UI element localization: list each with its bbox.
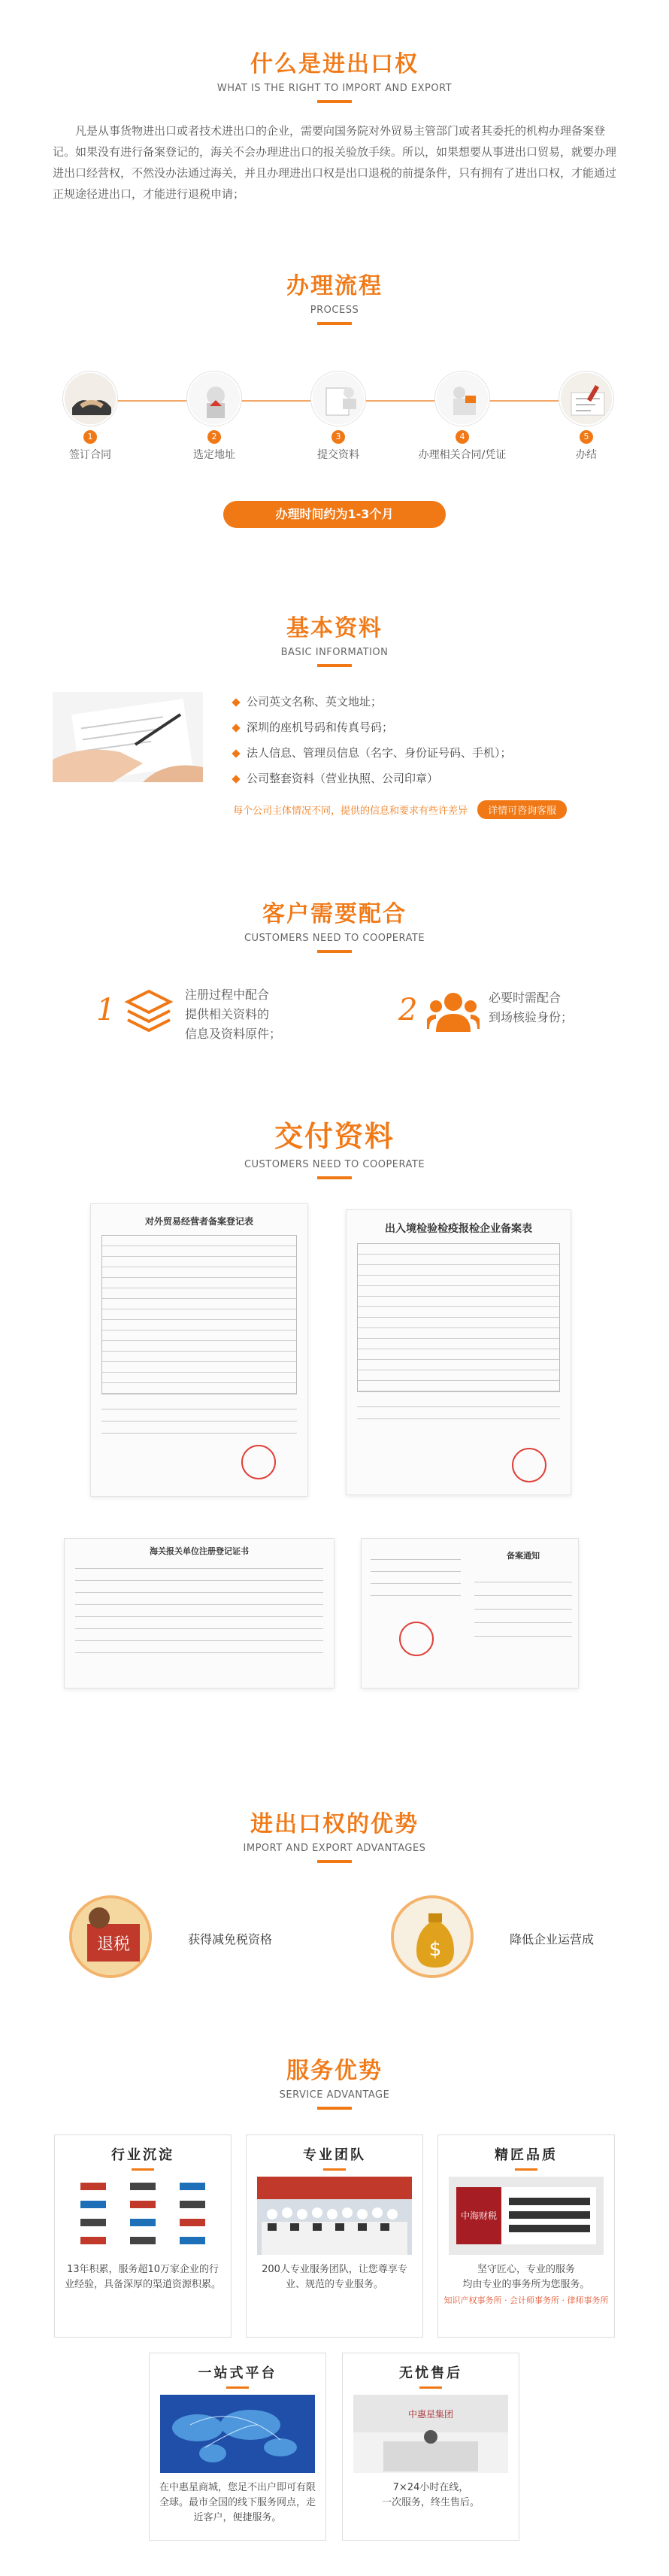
coop-header	[0, 895, 669, 953]
process-num: 3	[331, 430, 345, 444]
list-item: 公司整套资料（营业执照、公司印章）	[233, 766, 624, 791]
card-text: 13年积累，服务超10万家企业的行业经验，具备深厚的渠道资源积累。	[64, 2264, 221, 2290]
what-title-bar	[317, 100, 352, 103]
service-card-industry	[54, 2135, 232, 2338]
service-card-quality	[437, 2135, 615, 2338]
adv-subtitle: IMPORT AND EXPORT ADVANTAGES	[243, 1843, 426, 1854]
doc-left-col	[371, 1548, 461, 1601]
basic-note-row	[233, 800, 624, 819]
process-label: 办结	[576, 449, 597, 461]
doc-title: 海关报关单位注册登记证书	[150, 1546, 249, 1556]
red-seal-icon	[512, 1448, 546, 1482]
handshake-icon	[63, 372, 117, 426]
basic-title: 基本资料	[286, 615, 383, 642]
card-bar	[226, 2386, 249, 2389]
doc-notice	[361, 1538, 579, 1689]
submit-docs-icon	[311, 372, 365, 426]
doc-table	[357, 1243, 560, 1392]
adv-header	[0, 1805, 669, 1863]
time-pill: 办理时间约为1-3个月	[223, 501, 446, 528]
deliver-title-bar	[317, 1176, 352, 1179]
list-item: 公司英文名称、英文地址；	[233, 689, 624, 715]
what-paragraph: 凡是从事货物进出口或者技术进出口的企业，需要向国务院对外贸易主管部门或者其委托的机构办理备案登记。如果没有进行备案登记的，海关不会办理进出口的报关验放手续。所以，如果想要从事进出口贸易，就要办理进出口经营权，不然没办法通过海关，并且办理进出口权是出口退税的前提条件，只有拥有了进出口权，才能通过正规途径进出口，才能进行退税申请；	[53, 124, 617, 201]
basic-note: 每个公司主体情况不同，提供的信息和要求有些许差异	[233, 806, 468, 817]
coop-title: 客户需要配合	[262, 901, 407, 927]
process-step-5	[541, 372, 631, 462]
finish-icon	[559, 372, 613, 426]
deliver-subtitle: CUSTOMERS NEED TO COOPERATE	[244, 1159, 425, 1170]
coop-num: 2	[398, 993, 418, 1027]
service-card-aftersale	[342, 2353, 519, 2541]
tax-refund-icon	[69, 1895, 152, 1978]
process-num: 4	[456, 430, 469, 444]
team-photo	[257, 2177, 412, 2255]
process-step-2	[169, 372, 259, 462]
reception-photo	[353, 2395, 508, 2473]
coop-text: 必要时需配合 到场核验身份；	[489, 991, 574, 1024]
adv-title: 进出口权的优势	[250, 1811, 419, 1837]
process-num: 5	[580, 430, 593, 444]
office-sign-text: 中海财税	[460, 2210, 498, 2221]
process-step-1	[45, 372, 135, 462]
diamond-icon	[232, 775, 240, 783]
list-item: 法人信息、管理员信息（名字、身份证号码、手机）；	[233, 740, 624, 766]
process-label: 办理相关合同/凭证	[418, 449, 507, 461]
basic-list	[233, 689, 624, 791]
process-step-4	[417, 372, 507, 462]
card-bar	[419, 2386, 442, 2389]
card-text: 7×24小时在线， 一次服务，终生售后。	[381, 2482, 480, 2508]
red-seal-icon	[399, 1622, 434, 1656]
process-step-3	[293, 372, 383, 462]
service-title: 服务优势	[286, 2058, 383, 2084]
layers-icon	[125, 987, 173, 1035]
doc-inspection	[346, 1209, 571, 1495]
card-text: 在中惠星商城，您足不出户即可有限全球。最市全国的线下服务网点，走近客户，便捷服务。	[159, 2482, 316, 2523]
adv-title-bar	[317, 1860, 352, 1863]
process-label: 提交资料	[317, 449, 359, 461]
basic-subtitle: BASIC INFORMATION	[280, 647, 389, 658]
card-bar	[323, 2168, 346, 2171]
tax-refund-text: 退税	[96, 1935, 131, 1954]
svg-text:$: $	[428, 1938, 442, 1961]
doc-right-col	[474, 1569, 572, 1643]
process-num: 1	[83, 430, 97, 444]
card-text: 200人专业服务团队，让您尊享专业、规范的专业服务。	[262, 2264, 407, 2290]
what-subtitle: WHAT IS THE RIGHT TO IMPORT AND EXPORT	[216, 83, 453, 94]
coop-title-bar	[317, 950, 352, 953]
card-bar	[515, 2168, 537, 2171]
card-title: 行业沉淀	[111, 2147, 174, 2163]
process-header	[0, 267, 669, 325]
doc-title: 备案通知	[507, 1551, 540, 1561]
users-icon	[427, 990, 480, 1035]
reception-sign-text: 中惠星集团	[407, 2409, 454, 2420]
card-title: 一站式平台	[198, 2365, 277, 2381]
service-header	[0, 2052, 669, 2110]
doc-title: 出入境检验检疫报检企业备案表	[385, 1223, 532, 1235]
process-num: 2	[207, 430, 221, 444]
office-photo	[449, 2177, 604, 2255]
adv-label: 获得减免税资格	[188, 1932, 273, 1946]
card-bar	[132, 2168, 154, 2171]
doc-table	[101, 1235, 297, 1394]
location-icon	[187, 372, 241, 426]
card-title: 专业团队	[303, 2147, 366, 2163]
coop-num: 1	[96, 993, 116, 1027]
card-title: 精匠品质	[495, 2147, 558, 2163]
what-body	[0, 120, 669, 205]
doc-foreign-trade	[90, 1203, 308, 1497]
process-title: 办理流程	[286, 273, 383, 299]
card-title: 无忧售后	[399, 2365, 462, 2381]
partner-logos	[65, 2177, 220, 2255]
consult-button[interactable]: 详情可咨询客服	[477, 800, 567, 819]
basic-title-bar	[317, 664, 352, 667]
doc-customs	[64, 1538, 334, 1689]
process-subtitle: PROCESS	[310, 305, 359, 316]
coop-text: 注册过程中配合 提供相关资料的 信息及资料原件；	[185, 988, 282, 1041]
service-card-team	[246, 2135, 423, 2338]
card-highlight: 知识产权事务所 · 会计师事务所 · 律师事务所	[443, 2295, 609, 2305]
diamond-icon	[232, 749, 240, 757]
basic-header	[0, 609, 669, 667]
doc-title: 对外贸易经营者备案登记表	[144, 1216, 253, 1227]
basic-list-wrap	[233, 689, 624, 791]
service-title-bar	[317, 2107, 352, 2110]
process-label: 签订合同	[69, 449, 111, 461]
coop-subtitle: CUSTOMERS NEED TO COOPERATE	[244, 933, 425, 944]
deliver-header	[0, 1113, 669, 1179]
list-item: 深圳的座机号码和传真号码；	[233, 715, 624, 740]
diamond-icon	[232, 698, 240, 706]
process-steps	[0, 353, 669, 466]
process-title-bar	[317, 322, 352, 325]
deliver-title: 交付资料	[274, 1120, 395, 1153]
adv-label: 降低企业运营成	[510, 1932, 595, 1946]
service-card-platform	[149, 2353, 326, 2541]
what-title: 什么是进出口权	[250, 51, 419, 77]
diamond-icon	[232, 724, 240, 732]
contract-icon	[435, 372, 489, 426]
signing-photo	[53, 692, 203, 782]
service-subtitle: SERVICE ADVANTAGE	[279, 2089, 390, 2101]
process-label: 选定地址	[193, 449, 235, 461]
money-bag-icon	[391, 1895, 474, 1978]
what-section	[0, 45, 669, 103]
card-text: 坚守匠心，专业的服务 均由专业的事务所为您服务。	[462, 2264, 590, 2290]
red-seal-icon	[241, 1445, 276, 1479]
world-map-image	[160, 2395, 315, 2473]
